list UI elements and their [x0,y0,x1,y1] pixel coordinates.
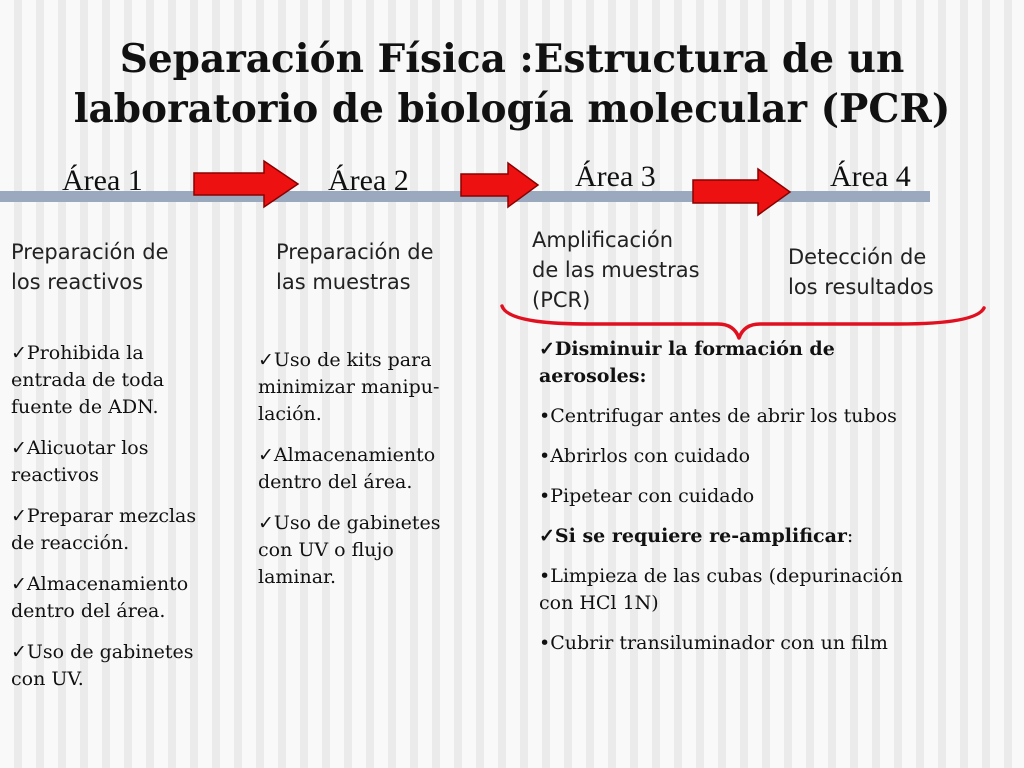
area-2-list [258,347,498,605]
arrow-right-icon [692,168,792,216]
desc-line: Amplificación [532,228,674,252]
list-item [11,503,251,557]
item-text: minimizar manipu- [258,376,440,398]
list-item: •Abrirlos con cuidado [539,445,751,467]
item-text: •Limpieza de las cubas (depurinación [539,565,903,587]
check-icon: ✓ [539,338,555,360]
item-text: : [846,525,854,547]
item-text: laminar. [258,566,337,588]
item-text: de reacción. [11,532,130,554]
list-item [258,510,498,591]
arrow-right-icon [193,160,300,208]
item-text: con HCl 1N) [539,592,659,614]
item-text: Almacenamiento [273,444,436,466]
area-1-description [11,237,169,297]
item-text: con UV o flujo [258,539,394,561]
check-icon: ✓ [258,349,274,371]
check-icon: ✓ [539,525,555,547]
desc-line: de las muestras [532,258,700,282]
check-icon: ✓ [11,641,27,663]
title-line-2: laboratorio de biología molecular (PCR) [73,86,951,132]
desc-line: Detección de [788,245,927,269]
item-text: fuente de ADN. [11,396,159,418]
area-1-label: Área 1 [62,164,143,197]
list-item [539,563,1009,617]
area-4-label: Área 4 [830,160,911,193]
list-item [11,340,251,421]
check-icon: ✓ [11,342,27,364]
list-item [258,442,498,496]
desc-line: Preparación de [276,240,434,264]
check-icon: ✓ [11,573,27,595]
item-text: lación. [258,403,322,425]
item-text: Disminuir la formación de [554,338,835,360]
area-3-list [539,336,1009,670]
item-text: reactivos [11,464,99,486]
area-1-list [11,340,251,707]
item-text: Preparar mezclas [26,505,197,527]
area-2-description [276,237,434,297]
list-item [11,639,251,693]
item-text: Alicuotar los [26,437,149,459]
desc-line: (PCR) [532,288,591,312]
check-icon: ✓ [258,444,274,466]
arrow-right-icon [460,162,540,208]
area-3-label: Área 3 [575,160,656,193]
item-text: dentro del área. [258,471,413,493]
item-text: Uso de gabinetes [273,512,441,534]
list-item [11,435,251,489]
item-text: dentro del área. [11,600,166,622]
item-text: Si se requiere re-amplificar [554,525,847,547]
check-icon: ✓ [11,505,27,527]
list-item: •Pipetear con cuidado [539,485,755,507]
item-text: Almacenamiento [26,573,189,595]
list-item [11,571,251,625]
area-4-description [788,242,934,302]
item-text: aerosoles: [539,365,647,387]
item-text: Uso de gabinetes [26,641,194,663]
title-line-1: Separación Física :Estructura de un [119,36,905,82]
area-2-label: Área 2 [328,164,409,197]
slide-title [0,34,1024,134]
list-item [539,523,1009,550]
desc-line: los resultados [788,275,934,299]
desc-line: Preparación de [11,240,169,264]
item-text: con UV. [11,668,84,690]
list-item: •Cubrir transiluminador con un film [539,632,888,654]
item-text: entrada de toda [11,369,165,391]
list-item: •Centrifugar antes de abrir los tubos [539,405,897,427]
list-item [539,336,1009,390]
check-icon: ✓ [258,512,274,534]
item-text: Prohibida la [26,342,144,364]
check-icon: ✓ [11,437,27,459]
list-item [258,347,498,428]
desc-line: los reactivos [11,270,144,294]
desc-line: las muestras [276,270,411,294]
item-text: Uso de kits para [273,349,432,371]
